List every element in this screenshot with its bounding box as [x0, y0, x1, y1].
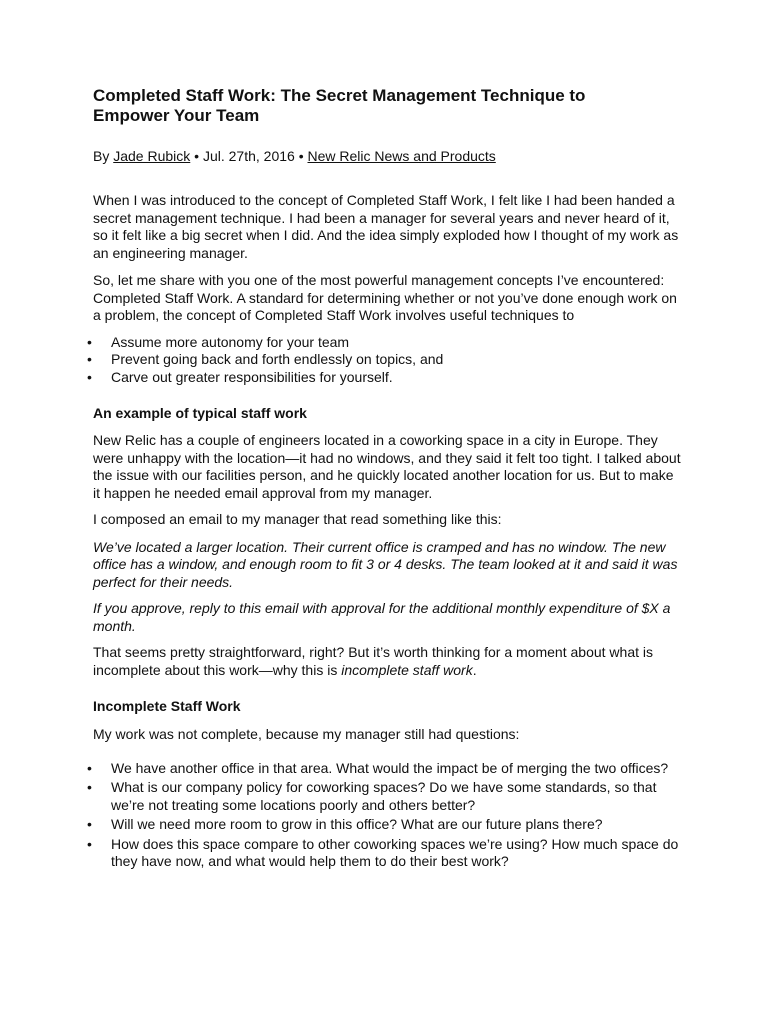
byline-date: • Jul. 27th, 2016 •: [190, 148, 308, 164]
document-page: [93, 86, 683, 873]
article-title: Completed Staff Work: The Secret Management Technique to Empower Your Team: [93, 86, 586, 125]
intro-paragraph: When I was introduced to the concept of Completed Staff Work, I felt like I had been handed a secret management technique. I had been a manager for several years and never heard of it, so it felt like a big secret when I did. And the idea simply exploded how I thought of my work as an engineering manager.: [93, 192, 679, 261]
reflection-paragraph: [93, 644, 683, 679]
reflection-end: .: [472, 661, 477, 678]
list-item: • Will we need more room to grow in this office? What are our future plans there?: [93, 816, 683, 834]
concept-paragraph: So, let me share with you one of the most powerful management concepts I’ve encountered: Completed Staff Work. A standard for determining whether or not you’ve done enough work on a problem, the concept of Completed Staff Work involves useful techniques to: [93, 272, 677, 323]
incomplete-heading: Incomplete Staff Work: [93, 698, 241, 714]
list-item: • Prevent going back and forth endlessly on topics, and: [93, 351, 683, 369]
list-item: • How does this space compare to other coworking spaces we’re using? How much space do they have now, and what would help them to do their best work?: [93, 836, 683, 871]
example-paragraph: New Relic has a couple of engineers located in a coworking space in a city in Europe. They were unhappy with the location—it had no windows, and they said it felt too tight. I talked about the issue with our facilities person, and he quickly located another location for us. But to make it happen he needed email approval from my manager.: [93, 432, 681, 501]
email-quote-1: We’ve located a larger location. Their current office is cramped and has no window. The new office has a window, and enough room to fit 3 or 4 desks. The team looked at it and said it was perfect for their needs.: [93, 538, 678, 590]
incomplete-paragraph: My work was not complete, because my manager still had questions:: [93, 726, 520, 742]
byline: [93, 147, 683, 165]
byline-prefix: By: [93, 148, 114, 164]
author-link[interactable]: Jade Rubick: [113, 148, 191, 164]
email-quote-2: If you approve, reply to this email with approval for the additional monthly expenditure of $X a month.: [93, 600, 671, 634]
list-item: • What is our company policy for coworking spaces? Do we have some standards, so that we’re not treating some locations poorly and others better?: [93, 779, 683, 814]
reflection-emphasis: incomplete staff work: [341, 661, 473, 678]
questions-list: [93, 760, 683, 871]
composed-paragraph: I composed an email to my manager that read something like this:: [93, 511, 502, 527]
list-item: • Carve out greater responsibilities for yourself.: [93, 369, 683, 387]
benefits-list: [93, 334, 683, 387]
example-heading: An example of typical staff work: [93, 405, 307, 421]
reflection-text: That seems pretty straightforward, right? But it’s worth thinking for a moment about what is incomplete about this work—why this is: [93, 644, 653, 678]
list-item: • Assume more autonomy for your team: [93, 334, 683, 352]
list-item: • We have another office in that area. What would the impact be of merging the two offices?: [93, 760, 683, 778]
category-link[interactable]: New Relic News and Products: [307, 148, 496, 164]
